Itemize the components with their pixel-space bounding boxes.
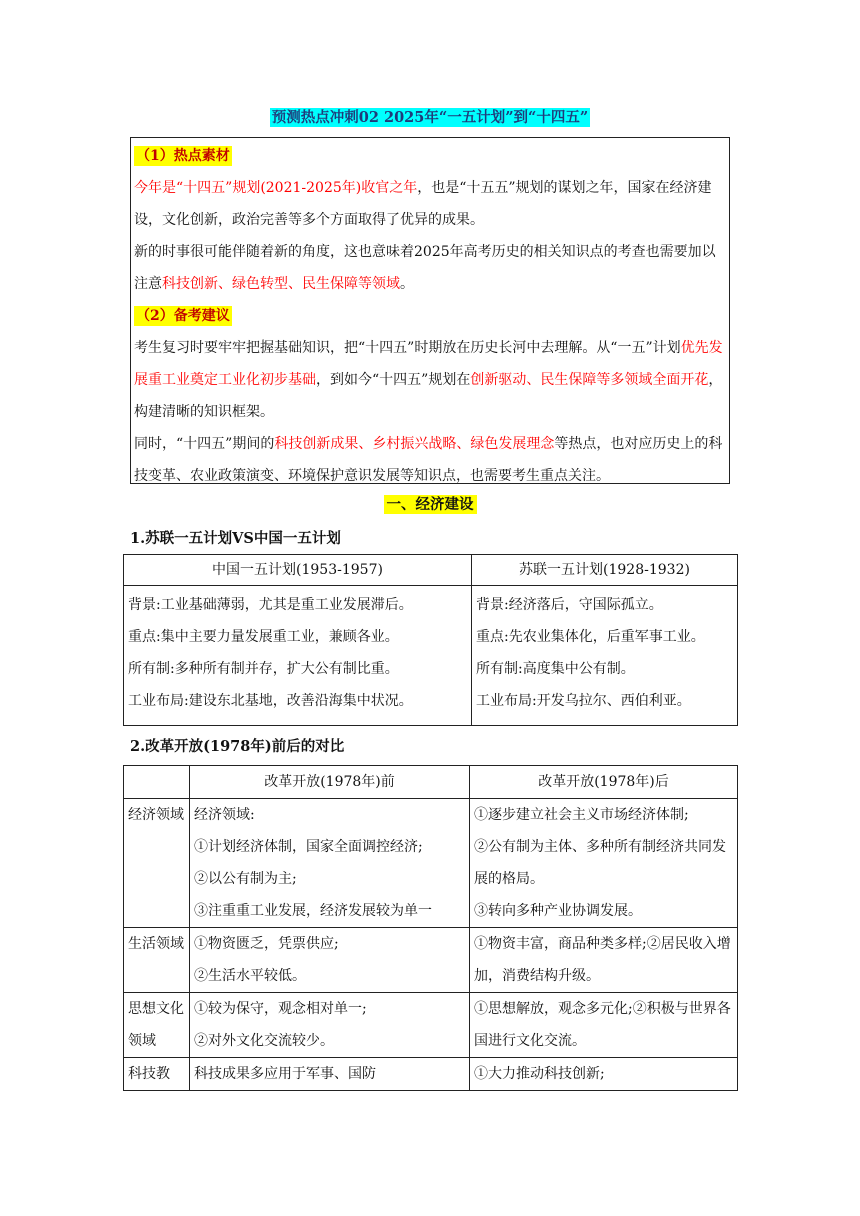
- subheading-five-year-plans: 1.苏联一五计划VS中国一五计划: [130, 530, 341, 547]
- section-heading-material: （1）热点素材: [136, 148, 230, 164]
- table-cell: ①物资丰富，商品种类多样;②居民收入增加，消费结构升级。: [470, 928, 738, 993]
- page-title: 预测热点冲刺02 2025年“一五计划”到“十四五”: [271, 109, 589, 126]
- row-label: 生活领域: [124, 928, 190, 993]
- table-header: [124, 766, 190, 799]
- section-heading-advice: （2）备考建议: [136, 308, 230, 324]
- hotspot-box: [130, 137, 730, 484]
- paragraph-4: 同时，“十四五”期间的科技创新成果、乡村振兴战略、绿色发展理念等热点，也对应历史上的科技变革、农业政策演变、环境保护意识发展等知识点，也需要考生重点关注。: [134, 436, 723, 484]
- paragraph-3: 考生复习时要牢牢把握基础知识，把“十四五”时期放在历史长河中去理解。从“一五”计划优先发展重工业奠定工业化初步基础，到如今“十四五”规划在创新驱动、民生保障等多领域全面开花，构建清晰的知识框架。: [134, 340, 723, 420]
- table-header: 改革开放(1978年)前: [190, 766, 470, 799]
- table-header: 苏联一五计划(1928-1932): [472, 555, 738, 586]
- table-cell: ①逐步建立社会主义市场经济体制; ②公有制为主体、多种所有制经济共同发展的格局。 ③转向多种产业协调发展。: [470, 799, 738, 928]
- row-label: 科技教: [124, 1058, 190, 1091]
- paragraph-2: 新的时事很可能伴随着新的角度，这也意味着2025年高考历史的相关知识点的考查也需要加以注意科技创新、绿色转型、民生保障等领域。: [134, 244, 716, 292]
- table-cell: 经济领域: ①计划经济体制，国家全面调控经济; ②以公有制为主; ③注重重工业发展，经济发展较为单一: [190, 799, 470, 928]
- table-row: [124, 799, 738, 928]
- comparison-table-five-year-plans: [123, 554, 738, 726]
- row-label: 经济领域: [124, 799, 190, 928]
- section-heading-economy: 一、经济建设: [0, 493, 860, 514]
- table-cell: 背景:经济落后，守国际孤立。 重点:先农业集体化，后重军事工业。 所有制:高度集中公有制。 工业布局:开发乌拉尔、西伯利亚。: [472, 586, 738, 726]
- subheading-reform-comparison: 2.改革开放(1978年)前后的对比: [130, 738, 345, 755]
- table-cell: ①思想解放，观念多元化;②积极与世界各国进行文化交流。: [470, 993, 738, 1058]
- table-cell: 科技成果多应用于军事、国防: [190, 1058, 470, 1091]
- comparison-table-reform: [123, 765, 738, 1091]
- table-row: [124, 1058, 738, 1091]
- table-cell: 背景:工业基础薄弱，尤其是重工业发展滞后。 重点:集中主要力量发展重工业，兼顾各业。 所有制:多种所有制并存，扩大公有制比重。 工业布局:建设东北基地，改善沿海集中状况。: [124, 586, 472, 726]
- row-label: 思想文化领域: [124, 993, 190, 1058]
- paragraph-1: 今年是“十四五”规划(2021-2025年)收官之年，也是“十五五”规划的谋划之年，国家在经济建设，文化创新，政治完善等多个方面取得了优异的成果。: [134, 180, 712, 228]
- table-header: 改革开放(1978年)后: [470, 766, 738, 799]
- table-cell: ①大力推动科技创新;: [470, 1058, 738, 1091]
- table-cell: ①物资匮乏，凭票供应; ②生活水平较低。: [190, 928, 470, 993]
- table-header: 中国一五计划(1953-1957): [124, 555, 472, 586]
- table-row: [124, 993, 738, 1058]
- table-row: [124, 928, 738, 993]
- table-cell: ①较为保守，观念相对单一; ②对外文化交流较少。: [190, 993, 470, 1058]
